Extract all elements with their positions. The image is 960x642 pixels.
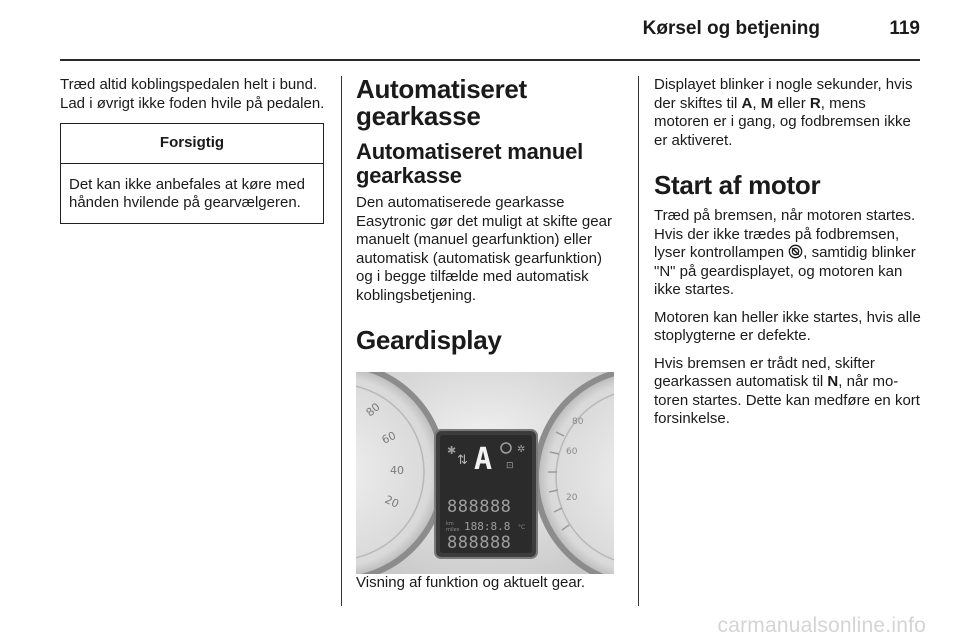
blink-paragraph: Displayet blinker i nogle sekunder, hvis der skiftes til A, M eller R, mens motoren er i gang, og fodbremsen ikke er aktiveret.	[654, 76, 913, 149]
svg-text:40: 40	[390, 464, 404, 477]
instrument-cluster-image	[356, 372, 614, 574]
svg-text:✲: ✲	[517, 444, 526, 455]
watermark: carmanualsonline.info	[717, 614, 926, 637]
figure-caption: Visning af funktion og aktuelt gear.	[356, 574, 586, 591]
description-paragraph: Den automatiserede gearkasse Easytronic gør det muligt at skifte gear manuelt (manuel gearfunktion) eller automatisk (automatisk gearfunktion) og i begge tilfælde med automatisk koblingsbetjening.	[356, 194, 612, 304]
subsection-heading: Automatiseret manuel gearkasse	[356, 139, 584, 188]
svg-text:80: 80	[363, 400, 383, 420]
header-rule	[60, 59, 920, 61]
geardisplay-heading: Geardisplay	[356, 325, 502, 355]
trip-display: 188:8.8	[464, 520, 511, 533]
column-divider	[341, 76, 342, 606]
gear-letter: A	[474, 442, 493, 477]
unit-km: km	[446, 521, 454, 527]
svg-text:60: 60	[379, 429, 398, 447]
odometer-digits: 888888	[447, 497, 512, 517]
stoplight-paragraph: Motoren kan heller ikke startes, hvis alle stoplygterne er defekte.	[654, 308, 921, 344]
column-right	[654, 76, 922, 429]
unit-miles: miles	[446, 527, 460, 533]
svg-text:⊡: ⊡	[506, 461, 514, 471]
brake-warning-icon	[788, 244, 803, 259]
start-paragraph: Træd på bremsen, når motoren startes. Hvis der ikke trædes på fodbremsen, lyser kontrollampen , samtidig blinker "N" på geardisplayet, og motoren kan ikke startes.	[654, 207, 916, 298]
temp-unit: °C	[518, 524, 526, 531]
svg-text:80: 80	[572, 417, 584, 427]
neutral-paragraph: Hvis bremsen er trådt ned, skifter gearkassen automatisk til N, når motoren startes. Dette kan medføre en kort forsinkelse.	[654, 354, 920, 427]
lower-digits: 888888	[447, 533, 512, 553]
caution-box	[60, 123, 324, 224]
caution-text: Det kan ikke anbefales at køre med hånden hvilende på gearvælgeren.	[69, 175, 305, 211]
column-middle	[356, 76, 616, 593]
intro-paragraph: Træd altid koblingspedalen helt i bund. Lad i øvrigt ikke foden hvile på pedalen.	[60, 76, 325, 112]
start-engine-heading: Start af motor	[654, 170, 821, 200]
svg-text:20: 20	[566, 493, 578, 503]
running-header: Kørsel og betjening	[642, 18, 820, 39]
svg-text:⇅: ⇅	[457, 453, 468, 468]
svg-text:60: 60	[566, 447, 578, 457]
page-number: 119	[889, 18, 920, 39]
column-divider	[638, 76, 639, 606]
caution-title: Forsigtig	[61, 124, 323, 164]
section-heading: Automatiseret gearkasse	[356, 74, 527, 131]
center-display	[435, 430, 537, 558]
svg-text:20: 20	[382, 492, 401, 511]
svg-text:✱: ✱	[447, 444, 457, 457]
column-left	[60, 76, 326, 224]
gear-display-figure	[356, 372, 614, 574]
